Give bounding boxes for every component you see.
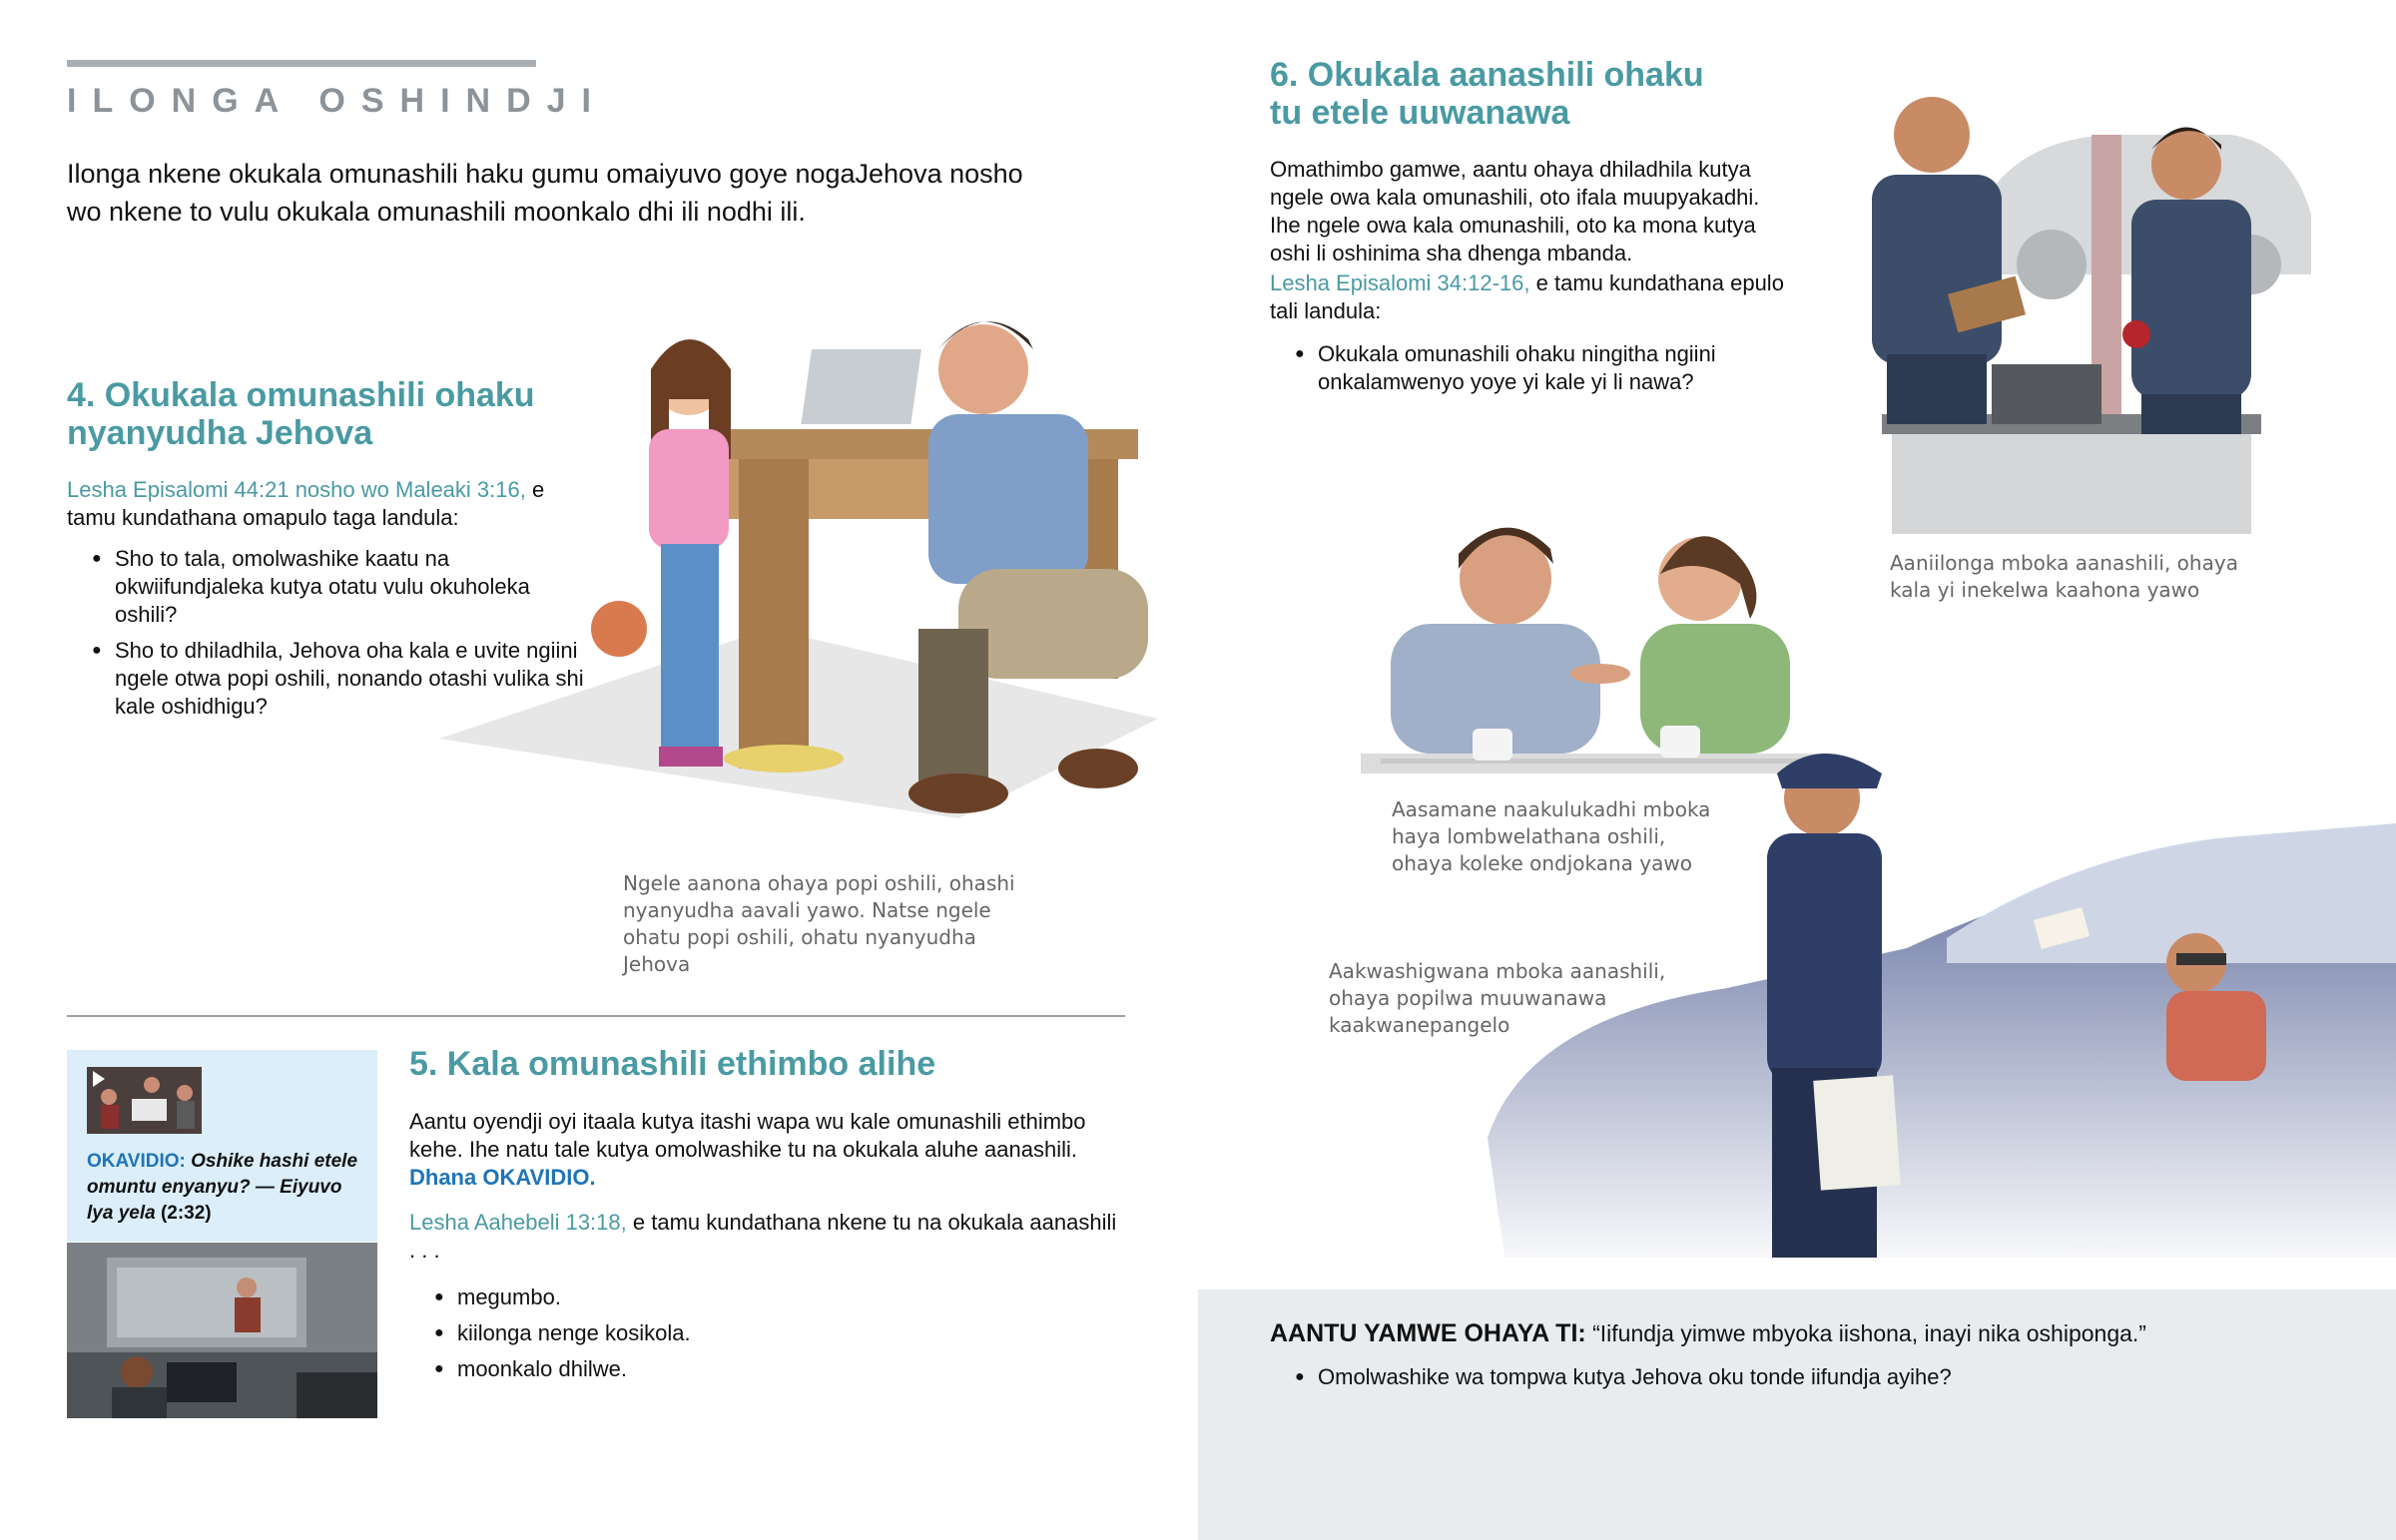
section-divider: [67, 1015, 1125, 1017]
video-still-image: [67, 1243, 377, 1418]
section6-paragraph: Omathimbo gamwe, aantu ohaya dhiladhila kutya ngele owa kala omunashili, oto ifala muupyakadhi. Ihe ngele owa kala omunashili, oto ka mona kutya oshi li oshinima sha dhenga mbanda.: [1270, 157, 1760, 265]
section6-heading-line2: tu etele uuwanawa: [1270, 94, 1570, 132]
section4-heading-line2: nyanyudha Jehova: [67, 414, 373, 452]
kicker-heading: ILONGA OSHINDJI: [67, 82, 607, 120]
panel-statement: [1270, 1318, 2348, 1348]
section5-heading: 5. Kala omunashili ethimbo alihe: [409, 1045, 936, 1083]
mechanics-illustration: [1832, 95, 2321, 544]
section4-heading-line1: 4. Okukala omunashili ohaku: [67, 376, 535, 414]
father-daughter-illustration: [439, 299, 1168, 843]
section5-list: [409, 1280, 1128, 1387]
section4-read-rest: e tamu kundathana omapulo taga landula:: [67, 477, 545, 530]
section5-read-rest: e tamu kundathana nkene tu na okukala aanashili . . .: [409, 1210, 1117, 1263]
section4-scripture-link[interactable]: Lesha Episalomi 44:21 nosho wo Maleaki 3:16,: [67, 477, 526, 502]
section6-heading: [1270, 56, 1829, 132]
section4-question: ● Sho to tala, omolwashike kaatu na okwiifundjaleka kutya otatu vulu okuholeka oshili?: [67, 545, 586, 629]
section5-read: [409, 1209, 1128, 1265]
section6-read: [1270, 269, 1799, 325]
couple-illustration: [1361, 514, 1825, 778]
police-caption: Aakwashigwana mboka aanashili, ohaya popilwa muuwanawa kaakwanepangelo: [1329, 959, 1666, 1037]
section6-question: ● Okukala omunashili ohaku ningitha ngiini onkalamwenyo yoye yi kale yi li nawa?: [1270, 340, 1769, 396]
top-rule: [67, 60, 536, 67]
section6-questions: [1270, 340, 1769, 396]
panel-quote: “Iifundja yimwe mbyoka iishona, inayi nika oshiponga.”: [1592, 1320, 2146, 1346]
video-thumbnail[interactable]: [87, 1067, 202, 1134]
video-duration: (2:32): [160, 1203, 212, 1224]
section5-scripture-link[interactable]: Lesha Aahebeli 13:18,: [409, 1210, 627, 1235]
section4-caption: Ngele aanona ohaya popi oshili, ohashi nyanyudha aavali yawo. Natse ngele ohatu popi oshili, ohatu nyanyudha Jehova: [623, 871, 1015, 976]
panel-questions: [1270, 1363, 2348, 1391]
section6-scripture-link[interactable]: Lesha Episalomi 34:12-16,: [1270, 270, 1530, 295]
couple-caption: Aasamane naakulukadhi mboka haya lombwelathana oshili, ohaya koleke ondjokana yawo: [1392, 797, 1711, 875]
panel-label: AANTU YAMWE OHAYA TI:: [1270, 1319, 1586, 1347]
play-icon[interactable]: [93, 1071, 105, 1087]
office-scene-art: [67, 1243, 377, 1418]
mechanics-caption: Aaniilonga mboka aanashili, ohaya kala yi inekelwa kaahona yawo: [1890, 551, 2238, 602]
video-label: OKAVIDIO:: [87, 1151, 186, 1172]
panel-question: ● Omolwashike wa tompwa kutya Jehova oku tonde iifundja ayihe?: [1270, 1363, 2348, 1391]
section6-heading-line1: 6. Okukala aanashili ohaku: [1270, 56, 1704, 94]
video-title[interactable]: Oshike hashi etele omuntu enyanyu? — Eiyuvo lya yela: [87, 1151, 358, 1224]
section5-list-item: ● moonkalo dhilwe.: [409, 1351, 1128, 1387]
section4-question: ● Sho to dhiladhila, Jehova oha kala e uvite ngiini ngele otwa popi oshili, nonando otashi vulika shi kale oshidhigu?: [67, 637, 586, 721]
section5-para-text: Aantu oyendji oyi itaala kutya itashi wapa wu kale omunashili ethimbo kehe. Ihe natu tale kutya omolwashike tu na okukala aluhe aanashili.: [409, 1109, 1086, 1162]
section6-read-rest: e tamu kundathana epulo tali landula:: [1270, 270, 1784, 323]
section5-paragraph: [409, 1108, 1128, 1192]
section5-list-item: ● kiilonga nenge kosikola.: [409, 1315, 1128, 1351]
intro-text: Ilonga nkene okukala omunashili haku gumu omaiyuvo goye nogaJehova nosho wo nkene to vulu okukala omunashili moonkalo dhi ili nodhi ili.: [67, 159, 1023, 227]
section5-list-item: ● megumbo.: [409, 1280, 1128, 1315]
watch-video-link[interactable]: Dhana OKAVIDIO.: [409, 1165, 596, 1190]
video-caption: [87, 1149, 371, 1227]
